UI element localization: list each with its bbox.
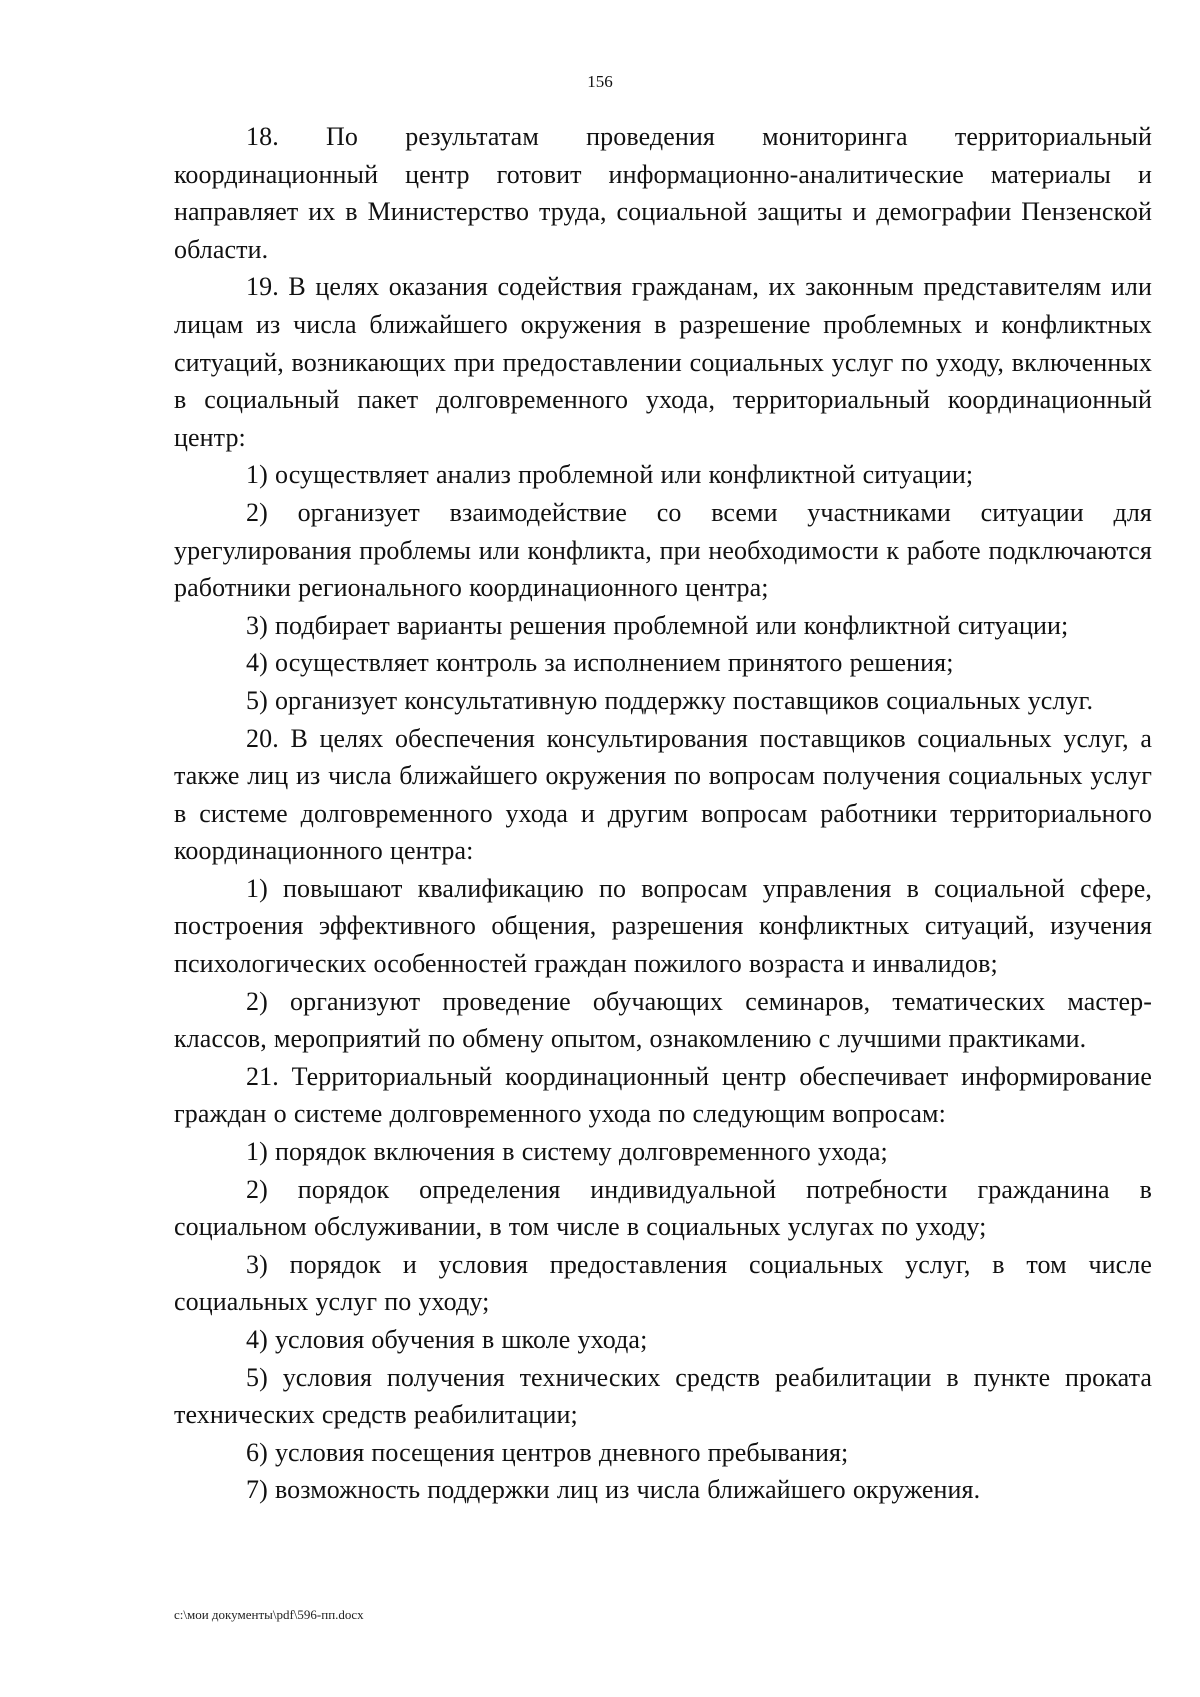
list-item-21-6: 6) условия посещения центров дневного пребывания;	[246, 1437, 849, 1467]
list-item-19-3: 3) подбирает варианты решения проблемной или конфликтной ситуации;	[246, 610, 1069, 640]
list-item-21-5: 5) условия получения технических средств реабилитации в пункте проката технических средств реабилитации;	[174, 1362, 1152, 1430]
paragraph-19: 19. В целях оказания содействия гражданам, их законным представителям или лицам из числа ближайшего окружения в разрешение проблемных и конфликтных ситуаций, возникающих при предоставлении социальных услуг по уходу, включенных в социальный пакет долговременного ухода, территориальный координационный центр:	[174, 272, 1152, 452]
list-item-20-1: 1) повышают квалификацию по вопросам управления в социальной сфере, построения эффективного общения, разрешения конфликтных ситуаций, изучения психологических особенностей граждан пожилого возраста и инвалидов;	[174, 873, 1152, 979]
page-number: 156	[587, 72, 613, 91]
list-item-21-4: 4) условия обучения в школе ухода;	[246, 1325, 648, 1354]
list-item-19-2: 2) организует взаимодействие со всеми участниками ситуации для урегулирования проблемы или конфликта, при необходимости к работе подключаются работники регионального координационного центра;	[174, 497, 1152, 603]
paragraph-18: 18. По результатам проведения мониторинга территориальный координационный центр готовит информационно-аналитические материалы и направляет их в Министерство труда, социальной защиты и демографии Пензенской области.	[174, 122, 1152, 264]
list-item-21-1: 1) порядок включения в систему долговременного ухода;	[246, 1137, 888, 1167]
list-item-19-1: 1) осуществляет анализ проблемной или конфликтной ситуации;	[246, 460, 974, 490]
list-item-21-2: 2) порядок определения индивидуальной потребности гражданина в социальном обслуживании, в том числе в социальных услугах по уходу;	[174, 1174, 1152, 1242]
list-item-19-4: 4) осуществляет контроль за исполнением принятого решения;	[246, 648, 954, 678]
paragraph-21: 21. Территориальный координационный центр обеспечивает информирование граждан о системе долговременного ухода по следующим вопросам:	[174, 1061, 1152, 1129]
list-item-21-3: 3) порядок и условия предоставления социальных услуг, в том числе социальных услуг по уходу;	[174, 1249, 1152, 1317]
footer-file-path: c:\мои документы\pdf\596-пп.docx	[174, 1607, 364, 1622]
document-body	[174, 118, 1152, 1509]
list-item-20-2: 2) организуют проведение обучающих семинаров, тематических мастер-классов, мероприятий по обмену опытом, ознакомлению с лучшими практиками.	[174, 986, 1152, 1054]
paragraph-20: 20. В целях обеспечения консультирования поставщиков социальных услуг, а также лиц из числа ближайшего окружения по вопросам получения социальных услуг в системе долговременного ухода и другим вопросам работники территориального координационного центра:	[174, 723, 1152, 866]
list-item-19-5: 5) организует консультативную поддержку поставщиков социальных услуг.	[246, 685, 1094, 715]
list-item-21-7: 7) возможность поддержки лиц из числа ближайшего окружения.	[246, 1475, 981, 1505]
